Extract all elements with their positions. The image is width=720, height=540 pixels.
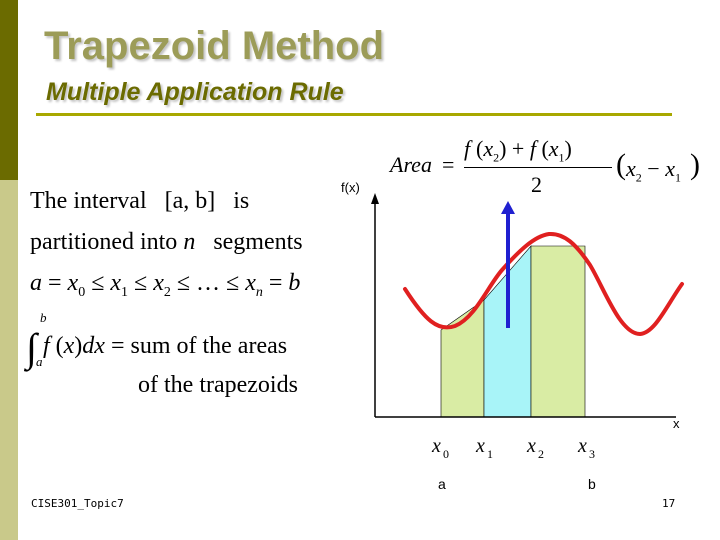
page-number: 17	[662, 497, 676, 510]
x-axis-label: x	[673, 416, 680, 431]
slide-title: Trapezoid Method	[44, 24, 384, 68]
footer-course: CISE301_Topic7	[31, 497, 124, 510]
svg-text:x: x	[578, 435, 587, 457]
b-label: b	[588, 476, 596, 492]
trapezoid-3	[531, 246, 585, 417]
a-label: a	[438, 476, 446, 492]
tick-label-x1	[475, 435, 493, 461]
svg-text:x: x	[432, 435, 441, 457]
tick-label-x3	[577, 435, 595, 461]
body-line-1: The interval [a, b] is	[30, 188, 250, 214]
body-line-5: of the trapezoids	[138, 372, 298, 398]
svg-text:3: 3	[589, 447, 595, 461]
svg-text:2: 2	[538, 447, 544, 461]
body-line-2: partitioned into n segments	[30, 229, 303, 255]
body-line-3: $a = x_0 \le x_1 \le x_2$ ≤ … ≤ $x_n = b$	[30, 270, 301, 300]
tick-label-x0	[431, 435, 449, 461]
y-axis-label: f(x)	[341, 180, 360, 195]
tick-label-x2	[526, 435, 544, 461]
svg-text:x: x	[527, 435, 536, 457]
svg-text:0: 0	[443, 447, 449, 461]
slide-subtitle: Multiple Application Rule	[46, 78, 344, 106]
body-line-4: ∫ b a f (x)dx = sum of the areas	[26, 310, 288, 370]
trapezoid-1	[441, 300, 484, 417]
svg-text:1: 1	[487, 447, 493, 461]
y-axis-arrowhead	[371, 193, 379, 204]
blue-arrow-head	[501, 201, 515, 214]
svg-text:x: x	[476, 435, 485, 457]
